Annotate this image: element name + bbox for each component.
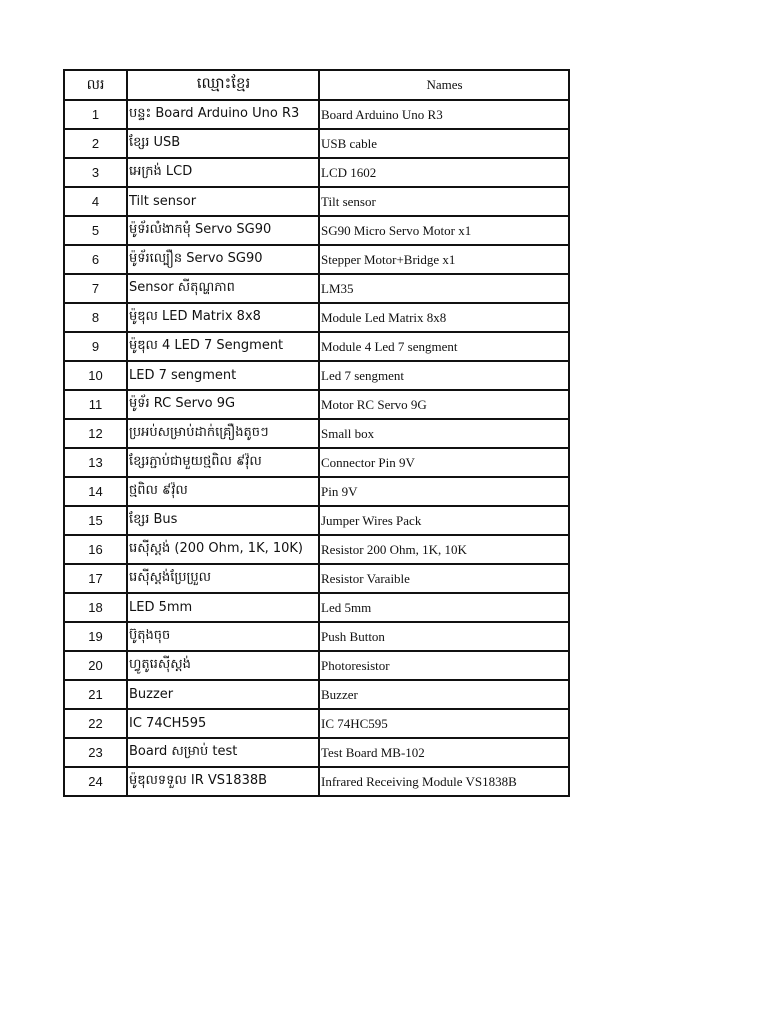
english-name-cell: Stepper Motor+Bridge x1 xyxy=(319,245,569,274)
row-number-cell: 22 xyxy=(64,709,127,738)
khmer-name-cell: LED 7 sengment xyxy=(127,361,319,390)
row-number-cell: 6 xyxy=(64,245,127,274)
table-row xyxy=(64,535,569,564)
row-number-cell: 1 xyxy=(64,100,127,129)
english-name-cell: Led 5mm xyxy=(319,593,569,622)
khmer-name-cell: អេក្រង់ LCD xyxy=(127,158,319,187)
english-name-cell: Buzzer xyxy=(319,680,569,709)
english-name-cell: Photoresistor xyxy=(319,651,569,680)
table-body xyxy=(64,100,569,796)
row-number-cell: 19 xyxy=(64,622,127,651)
english-name-cell: Pin 9V xyxy=(319,477,569,506)
row-number-cell: 10 xyxy=(64,361,127,390)
table-row xyxy=(64,709,569,738)
row-number-cell: 18 xyxy=(64,593,127,622)
row-number-cell: 14 xyxy=(64,477,127,506)
english-name-cell: Jumper Wires Pack xyxy=(319,506,569,535)
row-number-cell: 21 xyxy=(64,680,127,709)
khmer-name-cell: ម៉ូឌុល LED Matrix 8x8 xyxy=(127,303,319,332)
table-row xyxy=(64,390,569,419)
row-number-cell: 12 xyxy=(64,419,127,448)
khmer-name-cell: ម៉ូឌុលទទួល IR VS1838B xyxy=(127,767,319,796)
row-number-cell: 13 xyxy=(64,448,127,477)
row-number-cell: 20 xyxy=(64,651,127,680)
khmer-name-cell: ប៊ូតុងចុច xyxy=(127,622,319,651)
table-row xyxy=(64,129,569,158)
english-name-cell: Infrared Receiving Module VS1838B xyxy=(319,767,569,796)
khmer-name-cell: ម៉ូទ័រល្បឿន Servo SG90 xyxy=(127,245,319,274)
header-number: លរ xyxy=(64,70,127,100)
khmer-name-cell: IC 74CH595 xyxy=(127,709,319,738)
english-name-cell: Small box xyxy=(319,419,569,448)
table-row xyxy=(64,738,569,767)
row-number-cell: 3 xyxy=(64,158,127,187)
header-row xyxy=(64,70,569,100)
table-row xyxy=(64,100,569,129)
row-number-cell: 4 xyxy=(64,187,127,216)
english-name-cell: Test Board MB-102 xyxy=(319,738,569,767)
row-number-cell: 8 xyxy=(64,303,127,332)
table-row xyxy=(64,448,569,477)
khmer-name-cell: ហ្វូតូរេស៊ីស្តង់ xyxy=(127,651,319,680)
english-name-cell: Tilt sensor xyxy=(319,187,569,216)
english-name-cell: USB cable xyxy=(319,129,569,158)
header-names: Names xyxy=(319,70,569,100)
english-name-cell: Motor RC Servo 9G xyxy=(319,390,569,419)
english-name-cell: LCD 1602 xyxy=(319,158,569,187)
khmer-name-cell: ខ្សែរ USB xyxy=(127,129,319,158)
table-row xyxy=(64,419,569,448)
khmer-name-cell: ខ្សែរ Bus xyxy=(127,506,319,535)
table-row xyxy=(64,274,569,303)
table-row xyxy=(64,680,569,709)
parts-table xyxy=(63,69,570,797)
row-number-cell: 24 xyxy=(64,767,127,796)
english-name-cell: Push Button xyxy=(319,622,569,651)
english-name-cell: Module 4 Led 7 sengment xyxy=(319,332,569,361)
table-row xyxy=(64,506,569,535)
khmer-name-cell: ម៉ូទ័រ RC Servo 9G xyxy=(127,390,319,419)
row-number-cell: 11 xyxy=(64,390,127,419)
row-number-cell: 2 xyxy=(64,129,127,158)
table-row xyxy=(64,593,569,622)
khmer-name-cell: Buzzer xyxy=(127,680,319,709)
khmer-name-cell: ម៉ូឌុល 4 LED 7 Sengment xyxy=(127,332,319,361)
row-number-cell: 7 xyxy=(64,274,127,303)
khmer-name-cell: រេស៊ីស្តង់ (200 Ohm, 1K, 10K) xyxy=(127,535,319,564)
english-name-cell: SG90 Micro Servo Motor x1 xyxy=(319,216,569,245)
english-name-cell: Connector Pin 9V xyxy=(319,448,569,477)
khmer-name-cell: ម៉ូទ័រលំងាកមុំ Servo SG90 xyxy=(127,216,319,245)
khmer-name-cell: ខ្សែរភ្ជាប់ជាមួយថ្មពិល ៩វ៉ុល xyxy=(127,448,319,477)
english-name-cell: LM35 xyxy=(319,274,569,303)
khmer-name-cell: ថ្មពិល ៩វ៉ុល xyxy=(127,477,319,506)
table-row xyxy=(64,361,569,390)
english-name-cell: Board Arduino Uno R3 xyxy=(319,100,569,129)
header-khmer-name: ឈ្មោះខ្មែរ xyxy=(127,70,319,100)
table-row xyxy=(64,245,569,274)
khmer-name-cell: បន្ទះ Board Arduino Uno R3 xyxy=(127,100,319,129)
table-row xyxy=(64,622,569,651)
table-row xyxy=(64,651,569,680)
english-name-cell: Resistor 200 Ohm, 1K, 10K xyxy=(319,535,569,564)
table-header xyxy=(64,70,569,100)
table-row xyxy=(64,187,569,216)
khmer-name-cell: Tilt sensor xyxy=(127,187,319,216)
khmer-name-cell: Board សម្រាប់ test xyxy=(127,738,319,767)
row-number-cell: 5 xyxy=(64,216,127,245)
table-row xyxy=(64,332,569,361)
khmer-name-cell: Sensor សីតុណ្ហភាព xyxy=(127,274,319,303)
khmer-name-cell: រេស៊ីស្តង់ប្រែប្រួល xyxy=(127,564,319,593)
english-name-cell: IC 74HC595 xyxy=(319,709,569,738)
row-number-cell: 16 xyxy=(64,535,127,564)
english-name-cell: Module Led Matrix 8x8 xyxy=(319,303,569,332)
row-number-cell: 17 xyxy=(64,564,127,593)
khmer-name-cell: ប្រអប់សម្រាប់ដាក់គ្រឿងតូចៗ xyxy=(127,419,319,448)
row-number-cell: 15 xyxy=(64,506,127,535)
table-row xyxy=(64,767,569,796)
table-row xyxy=(64,158,569,187)
row-number-cell: 9 xyxy=(64,332,127,361)
table-row xyxy=(64,564,569,593)
table-row xyxy=(64,216,569,245)
table-row xyxy=(64,477,569,506)
english-name-cell: Led 7 sengment xyxy=(319,361,569,390)
row-number-cell: 23 xyxy=(64,738,127,767)
table-row xyxy=(64,303,569,332)
english-name-cell: Resistor Varaible xyxy=(319,564,569,593)
khmer-name-cell: LED 5mm xyxy=(127,593,319,622)
